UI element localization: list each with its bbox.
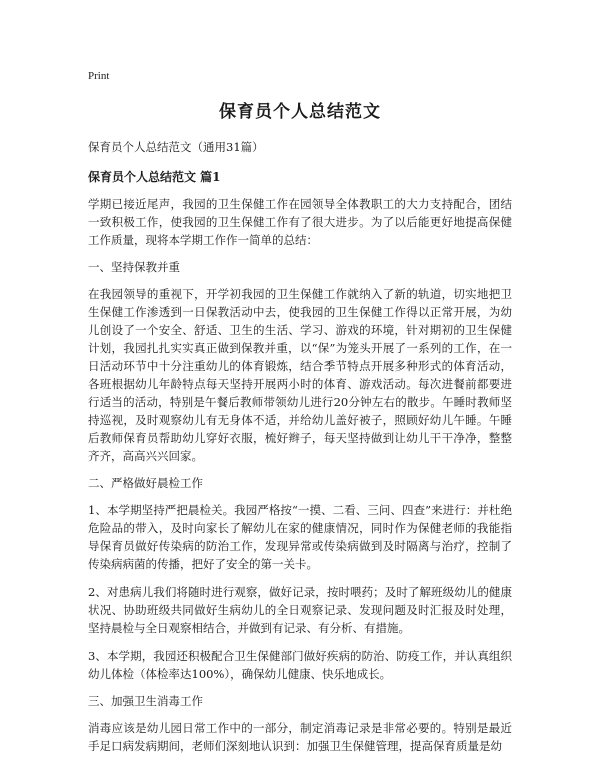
intro-paragraph: 学期已接近尾声，我园的卫生保健工作在园领导全体教职工的大力支持配合，团结一致积极工作，使我园的卫生保健工作有了很大进步。为了以后能更好地提高保健工作质量，现将本学期工作作一简单的总结： bbox=[88, 197, 512, 247]
print-label: Print bbox=[88, 70, 110, 82]
document-title: 保育员个人总结范文 bbox=[219, 102, 381, 122]
paragraph-2-3: 3、本学期，我园还积极配合卫生保健部门做好疾病的防治、防疫工作，并认真组织幼儿体检（体检率达100%），确保幼儿健康、快乐地成长。 bbox=[88, 649, 512, 681]
paragraph-2-2: 2、对患病儿我们将随时进行观察，做好记录，按时喂药；及时了解班级幼儿的健康状况、协助班级共同做好生病幼儿的全日观察记录、发现问题及时汇报及时处理，坚持晨检与全日观察相结合，并做到有记录、有分析、有措施。 bbox=[88, 585, 512, 635]
heading-1: 一、坚持保教并重 bbox=[88, 260, 180, 274]
heading-3: 三、加强卫生消毒工作 bbox=[88, 694, 203, 708]
heading-2: 二、严格做好晨检工作 bbox=[88, 476, 203, 490]
paragraph-3: 消毒应该是幼儿园日常工作中的一部分，制定消毒记录是非常必要的。特别是最近手足口病发病期间，老师们深刻地认识到：加强卫生保健管理，提高保育质量是幼 bbox=[88, 721, 512, 753]
paragraph-1: 在我园领导的重视下，开学初我园的卫生保健工作就纳入了新的轨道，切实地把卫生保健工作渗透到一日保教活动中去，使我园的卫生保健工作得以正常开展，为幼儿创设了一个安全、舒适、卫生的生活、学习、游戏的环境，针对期初的卫生保健计划，我园扎扎实实真正做到保教并重，以“保”为笼头开展了一系列的工作，在一日活动环节中十分注重幼儿的体育锻炼，结合季节特点开展多种形式的体育活动，各班根据幼儿年龄特点每天坚持开展两小时的体育、游戏活动。每次进餐前都要进行适当的活动，特别是午餐后教师带领幼儿进行20分钟左右的散步。午睡时教师坚持巡视，及时观察幼儿有无身体不适，并给幼儿盖好被子，照顾好幼儿午睡。午睡后教师保育员帮助幼儿穿好衣服，梳好辫子，每天坚持做到让幼儿干干净净，整整齐齐，高高兴兴回家。 bbox=[88, 287, 512, 463]
document-subtitle: 保育员个人总结范文（通用31篇） bbox=[88, 140, 264, 154]
paragraph-2-1: 1、本学期坚持严把晨检关。我园严格按“一摸、二看、三问、四查”来进行：并杜绝危险品的带入，及时向家长了解幼儿在家的健康情况，同时作为保健老师的我能指导保育员做好传染病的防治工作，发现异常或传染病做到及时隔离与治疗，控制了传染病病菌的传播，把好了安全的第一关卡。 bbox=[88, 503, 512, 571]
section-heading: 保育员个人总结范文 篇1 bbox=[88, 170, 221, 184]
